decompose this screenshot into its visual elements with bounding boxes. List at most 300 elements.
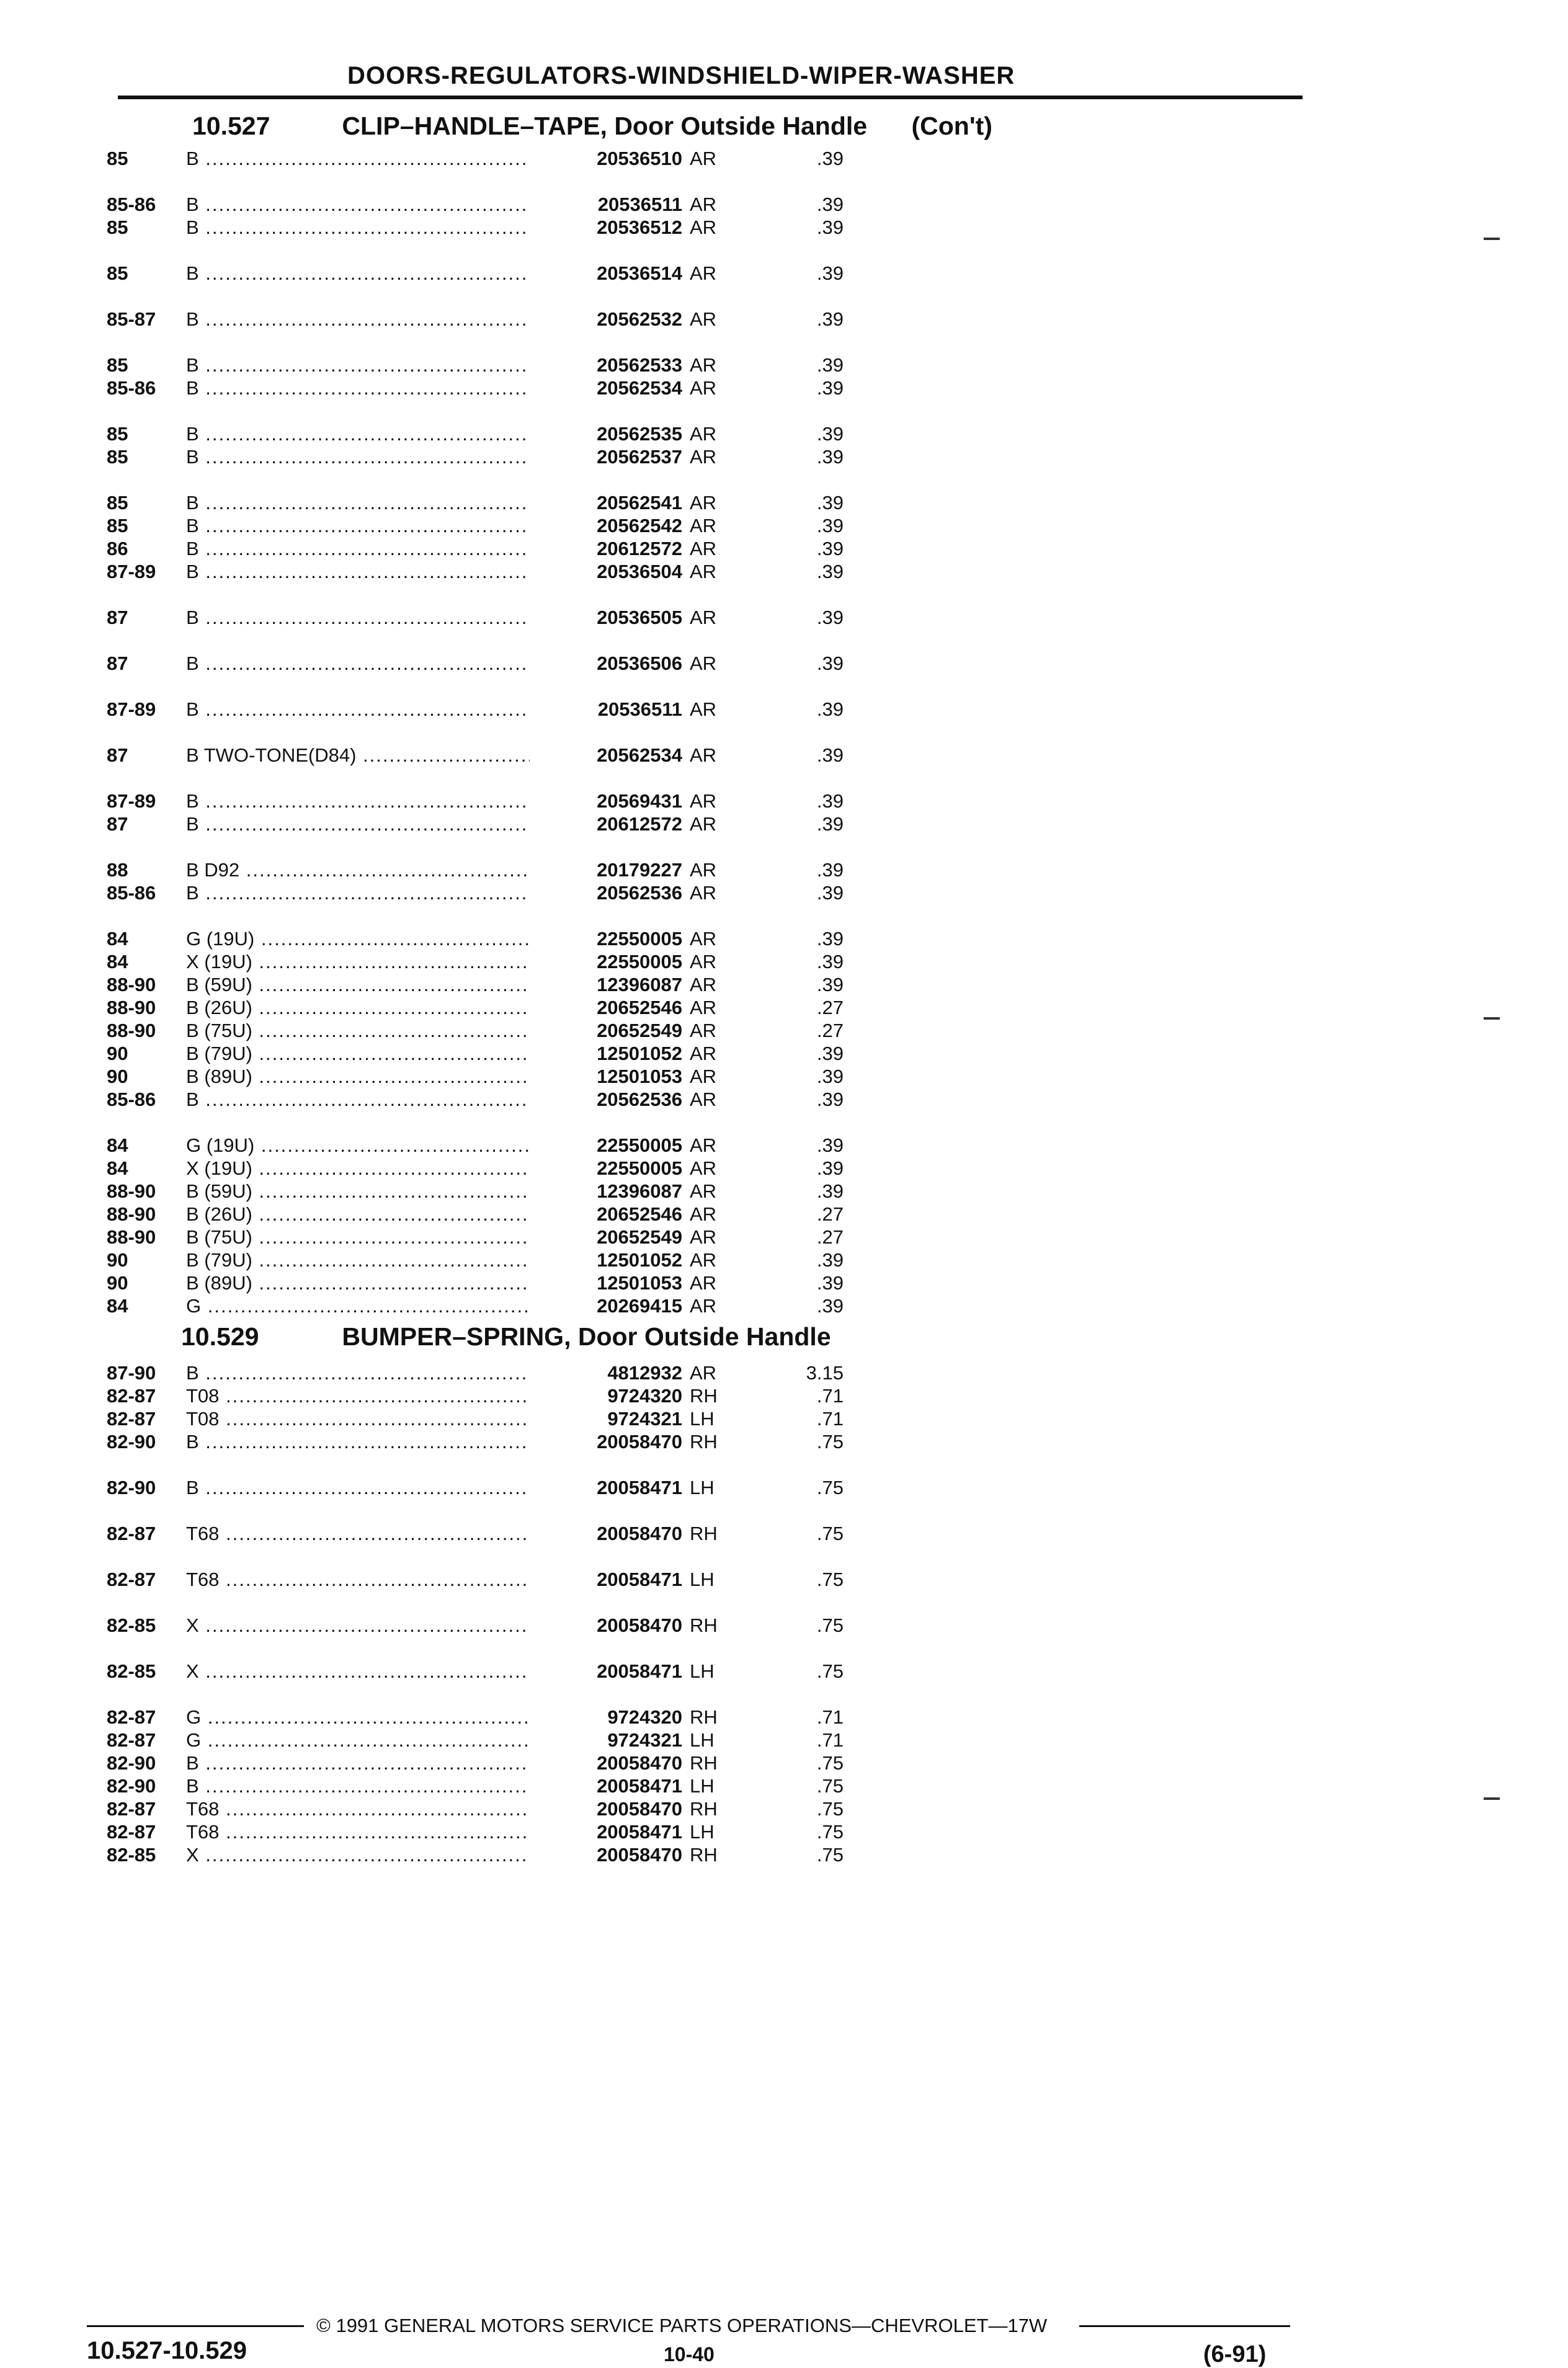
price: .39 — [816, 446, 844, 468]
model-years: 84 — [107, 928, 128, 950]
model-years: 87-89 — [107, 561, 156, 582]
model-years: 82-90 — [107, 1775, 156, 1797]
model-code-text: B — [186, 698, 199, 720]
model-code-text: T68 — [186, 1798, 220, 1820]
model-years: 87-90 — [107, 1362, 156, 1384]
table-row — [107, 928, 1298, 951]
part-number: 12396087 — [530, 974, 682, 996]
model-code-text: G — [186, 1706, 202, 1728]
quantity: LH — [690, 1408, 715, 1430]
price: .75 — [816, 1614, 844, 1636]
price: .39 — [816, 423, 844, 445]
table-row — [107, 1821, 1298, 1844]
table-row — [107, 1272, 1298, 1295]
quantity: AR — [690, 813, 717, 835]
model-years: 85 — [107, 148, 128, 169]
quantity: AR — [690, 928, 717, 950]
copyright: © 1991 GENERAL MOTORS SERVICE PARTS OPERATIONS—CHEVROLET—17W — [316, 2315, 1048, 2336]
price: .71 — [816, 1706, 844, 1728]
quantity: RH — [690, 1385, 718, 1407]
part-number: 20652546 — [530, 1203, 682, 1226]
part-number: 12501053 — [530, 1066, 682, 1088]
model-years: 87 — [107, 813, 128, 835]
quantity: AR — [690, 1043, 717, 1064]
model-years: 90 — [107, 1043, 128, 1064]
model-code-text: B (89U) — [186, 1272, 252, 1294]
page-header — [118, 62, 1303, 105]
quantity: AR — [690, 1272, 717, 1294]
price: .39 — [816, 1043, 844, 1064]
table-row — [107, 1408, 1298, 1431]
model-code-text: X — [186, 1844, 199, 1866]
model-code-text: B — [186, 148, 199, 169]
model-code-text: B — [186, 308, 199, 330]
price: .39 — [816, 308, 844, 330]
table-row — [107, 813, 1298, 859]
model-years: 90 — [107, 1066, 128, 1087]
model-code-text: B — [186, 1752, 199, 1774]
quantity: AR — [690, 492, 717, 514]
part-number: 20058471 — [530, 1660, 682, 1683]
quantity: AR — [690, 538, 717, 559]
model-years: 88-90 — [107, 1203, 156, 1225]
part-number: 20058471 — [530, 1775, 682, 1797]
model-years: 85 — [107, 262, 128, 284]
quantity: AR — [690, 423, 717, 445]
table-row — [107, 561, 1298, 607]
price: .39 — [816, 652, 844, 674]
quantity: AR — [690, 859, 717, 881]
section-heading — [181, 1322, 831, 1351]
part-number: 20562532 — [530, 308, 682, 331]
model-code-text: B (26U) — [186, 997, 252, 1018]
price: .27 — [816, 1226, 844, 1248]
price: 3.15 — [806, 1362, 844, 1384]
quantity: RH — [690, 1844, 718, 1866]
table-row — [107, 1295, 1298, 1318]
table-row — [107, 1088, 1298, 1134]
quantity: AR — [690, 698, 717, 720]
part-number: 20536504 — [530, 561, 682, 583]
part-number: 20562536 — [530, 882, 682, 904]
table-row — [107, 446, 1298, 492]
table-row — [107, 652, 1298, 698]
part-number: 22550005 — [530, 1157, 682, 1180]
part-number: 20058470 — [530, 1798, 682, 1820]
quantity: LH — [690, 1477, 715, 1498]
part-number: 20562542 — [530, 515, 682, 537]
part-number: 12501053 — [530, 1272, 682, 1294]
model-code-text: B — [186, 561, 199, 582]
part-number: 20536514 — [530, 262, 682, 285]
table-row — [107, 377, 1298, 423]
part-number: 20652549 — [530, 1226, 682, 1249]
part-number: 20536511 — [530, 698, 682, 721]
quantity: AR — [690, 1020, 717, 1041]
quantity: LH — [690, 1729, 715, 1751]
model-years: 82-87 — [107, 1729, 156, 1751]
price: .71 — [816, 1408, 844, 1430]
model-code-text: B — [186, 1775, 199, 1797]
quantity: AR — [690, 262, 717, 284]
model-years: 88-90 — [107, 974, 156, 995]
quantity: AR — [690, 744, 717, 766]
model-years: 85 — [107, 492, 128, 514]
table-row — [107, 1066, 1298, 1088]
quantity: AR — [690, 882, 717, 904]
table-row — [107, 974, 1298, 997]
quantity: AR — [690, 1180, 717, 1202]
part-number: 12396087 — [530, 1180, 682, 1203]
model-years: 85-86 — [107, 1088, 156, 1110]
part-number: 20562534 — [530, 377, 682, 399]
margin-mark — [1484, 1017, 1500, 1020]
model-code-text: G (19U) — [186, 1134, 255, 1156]
price: .39 — [816, 1157, 844, 1179]
model-code-text: G (19U) — [186, 928, 255, 950]
model-years: 88-90 — [107, 1020, 156, 1041]
model-code-text: B (79U) — [186, 1249, 252, 1271]
model-code-text: B — [186, 790, 199, 812]
price: .39 — [816, 744, 844, 766]
page-title: DOORS-REGULATORS-WINDSHIELD-WIPER-WASHER — [347, 62, 1015, 89]
model-years: 84 — [107, 1157, 128, 1179]
part-number: 20058471 — [530, 1477, 682, 1499]
quantity: RH — [690, 1614, 718, 1636]
model-code-text: B — [186, 882, 199, 904]
model-years: 87 — [107, 744, 128, 766]
price: .39 — [816, 813, 844, 835]
quantity: AR — [690, 1066, 717, 1087]
part-number: 20536505 — [530, 607, 682, 629]
model-code-text: B — [186, 1431, 199, 1453]
price: .75 — [816, 1523, 844, 1544]
header-rule — [118, 96, 1303, 99]
table-row — [107, 744, 1298, 790]
quantity: AR — [690, 997, 717, 1018]
model-code-text: B (75U) — [186, 1226, 252, 1248]
price: .39 — [816, 951, 844, 973]
margin-mark — [1484, 1797, 1500, 1800]
quantity: AR — [690, 1088, 717, 1110]
model-years: 82-87 — [107, 1523, 156, 1544]
table-row — [107, 1706, 1298, 1729]
model-years: 82-87 — [107, 1569, 156, 1590]
revision-date: (6-91) — [1203, 2341, 1267, 2367]
model-code-text: B (59U) — [186, 974, 252, 995]
part-number: 20562534 — [530, 744, 682, 767]
price: .75 — [816, 1752, 844, 1774]
part-number: 20562535 — [530, 423, 682, 445]
table-row — [107, 997, 1298, 1020]
model-code-text: B — [186, 262, 199, 284]
model-code-text: T08 — [186, 1408, 220, 1430]
table-row — [107, 1157, 1298, 1180]
price: .39 — [816, 538, 844, 559]
table-row — [107, 1180, 1298, 1203]
model-code-text: T68 — [186, 1821, 220, 1843]
model-years: 82-87 — [107, 1706, 156, 1728]
section-number: 10.529 — [181, 1322, 259, 1351]
table-row — [107, 515, 1298, 538]
price: .39 — [816, 607, 844, 628]
model-code-text: T08 — [186, 1385, 220, 1407]
table-row — [107, 607, 1298, 652]
model-years: 85 — [107, 423, 128, 445]
part-number: 12501052 — [530, 1043, 682, 1065]
section-range: 10.527-10.529 — [87, 2337, 247, 2364]
model-years: 85-86 — [107, 882, 156, 904]
table-row — [107, 1660, 1298, 1706]
price: .39 — [816, 1088, 844, 1110]
part-number: 4812932 — [530, 1362, 682, 1384]
quantity: AR — [690, 790, 717, 812]
price: .39 — [816, 790, 844, 812]
price: .75 — [816, 1569, 844, 1590]
price: .71 — [816, 1729, 844, 1751]
price: .75 — [816, 1477, 844, 1498]
quantity: AR — [690, 951, 717, 973]
price: .39 — [816, 1272, 844, 1294]
price: .39 — [816, 262, 844, 284]
quantity: AR — [690, 1362, 717, 1384]
section-title: BUMPER–SPRING, Door Outside Handle — [342, 1322, 831, 1351]
model-code-text: B — [186, 515, 199, 536]
table-row — [107, 1431, 1298, 1477]
model-code-text: B — [186, 354, 199, 376]
model-code-text: B — [186, 216, 199, 238]
footer-rule-left — [87, 2325, 304, 2327]
part-number: 22550005 — [530, 928, 682, 950]
part-number: 20058470 — [530, 1844, 682, 1866]
model-code-text: B TWO-TONE(D84) — [186, 744, 357, 766]
quantity: AR — [690, 1249, 717, 1271]
price: .39 — [816, 882, 844, 904]
part-number: 20536506 — [530, 652, 682, 675]
quantity: AR — [690, 1203, 717, 1225]
model-code-text: B (79U) — [186, 1043, 252, 1064]
model-years: 82-85 — [107, 1844, 156, 1866]
quantity: LH — [690, 1660, 715, 1682]
model-code-text: T68 — [186, 1569, 220, 1590]
table-row — [107, 262, 1298, 308]
model-years: 82-87 — [107, 1408, 156, 1430]
model-years: 85-86 — [107, 194, 156, 215]
table-row — [107, 951, 1298, 974]
quantity: AR — [690, 1295, 717, 1317]
price: .39 — [816, 1180, 844, 1202]
quantity: AR — [690, 377, 717, 399]
table-row — [107, 1362, 1298, 1385]
model-code-text: T68 — [186, 1523, 220, 1544]
price: .75 — [816, 1660, 844, 1682]
price: .39 — [816, 698, 844, 720]
section-continued: (Con't) — [911, 112, 992, 140]
table-row — [107, 1775, 1298, 1798]
part-number: 20536511 — [530, 194, 682, 216]
model-years: 85-87 — [107, 308, 156, 330]
model-years: 87 — [107, 652, 128, 674]
table-row — [107, 1020, 1298, 1043]
model-code-text: B D92 — [186, 859, 240, 881]
quantity: LH — [690, 1821, 715, 1843]
quantity: AR — [690, 607, 717, 628]
model-years: 90 — [107, 1272, 128, 1294]
model-code-text: B (59U) — [186, 1180, 252, 1202]
table-row — [107, 1203, 1298, 1226]
table-row — [107, 882, 1298, 928]
price: .39 — [816, 1295, 844, 1317]
part-number: 9724321 — [530, 1729, 682, 1752]
price: .39 — [816, 928, 844, 950]
model-code-text: B — [186, 538, 199, 559]
quantity: RH — [690, 1706, 718, 1728]
part-number: 22550005 — [530, 951, 682, 973]
price: .27 — [816, 1020, 844, 1041]
quantity: AR — [690, 1134, 717, 1156]
table-row — [107, 1043, 1298, 1066]
price: .39 — [816, 194, 844, 215]
price: .71 — [816, 1385, 844, 1407]
model-code-text: G — [186, 1295, 202, 1317]
part-number: 20058470 — [530, 1614, 682, 1637]
model-years: 87-89 — [107, 698, 156, 720]
model-code-text: X (19U) — [186, 951, 252, 973]
table-row — [107, 1385, 1298, 1408]
model-code-text: G — [186, 1729, 202, 1751]
quantity: AR — [690, 148, 717, 169]
model-years: 88 — [107, 859, 128, 881]
price: .39 — [816, 148, 844, 169]
model-years: 85 — [107, 515, 128, 536]
table-row — [107, 1134, 1298, 1157]
table-row — [107, 423, 1298, 446]
table-row — [107, 1569, 1298, 1614]
model-code-text: B — [186, 492, 199, 514]
model-years: 88-90 — [107, 1226, 156, 1248]
table-row — [107, 1249, 1298, 1272]
table-row — [107, 698, 1298, 744]
quantity: AR — [690, 308, 717, 330]
price: .75 — [816, 1775, 844, 1797]
model-code-text: X (19U) — [186, 1157, 252, 1179]
part-number: 20058471 — [530, 1821, 682, 1843]
price: .39 — [816, 354, 844, 376]
price: .39 — [816, 1249, 844, 1271]
model-years: 82-87 — [107, 1821, 156, 1843]
table-row — [107, 538, 1298, 561]
part-number: 20562537 — [530, 446, 682, 468]
quantity: AR — [690, 974, 717, 995]
model-years: 88-90 — [107, 997, 156, 1018]
price: .39 — [816, 515, 844, 536]
model-code-text: B — [186, 652, 199, 674]
table-row — [107, 1844, 1298, 1867]
model-code-text: B — [186, 607, 199, 628]
table-row — [107, 492, 1298, 515]
table-row — [107, 216, 1298, 262]
table-row — [107, 354, 1298, 377]
model-years: 85 — [107, 446, 128, 468]
part-number: 20058471 — [530, 1569, 682, 1591]
part-number: 22550005 — [530, 1134, 682, 1157]
table-row — [107, 308, 1298, 354]
price: .39 — [816, 1134, 844, 1156]
table-row — [107, 194, 1298, 216]
part-number: 20612572 — [530, 813, 682, 835]
price: .75 — [816, 1431, 844, 1453]
model-years: 88-90 — [107, 1180, 156, 1202]
model-code-text: B — [186, 446, 199, 468]
price: .27 — [816, 1203, 844, 1225]
quantity: AR — [690, 354, 717, 376]
section-number: 10.527 — [192, 112, 270, 140]
part-number: 20652549 — [530, 1020, 682, 1042]
table-row — [107, 790, 1298, 813]
quantity: AR — [690, 216, 717, 238]
part-number: 20179227 — [530, 859, 682, 881]
part-number: 9724320 — [530, 1385, 682, 1407]
model-years: 85 — [107, 354, 128, 376]
model-code-text: B — [186, 1477, 199, 1498]
table-row — [107, 1477, 1298, 1523]
part-number: 20562533 — [530, 354, 682, 376]
margin-mark — [1484, 238, 1500, 240]
quantity: RH — [690, 1523, 718, 1544]
part-number: 20058470 — [530, 1752, 682, 1774]
quantity: LH — [690, 1775, 715, 1797]
model-code-text: X — [186, 1614, 199, 1636]
table-row — [107, 1226, 1298, 1249]
part-number: 20612572 — [530, 538, 682, 560]
model-code-text: B — [186, 377, 199, 399]
part-number: 20058470 — [530, 1431, 682, 1453]
table-row — [107, 1752, 1298, 1775]
model-years: 82-85 — [107, 1614, 156, 1636]
part-number: 20652546 — [530, 997, 682, 1019]
model-code-text: X — [186, 1660, 199, 1682]
model-years: 84 — [107, 1134, 128, 1156]
price: .39 — [816, 216, 844, 238]
quantity: RH — [690, 1798, 718, 1820]
table-row — [107, 1614, 1298, 1660]
part-number: 20058470 — [530, 1523, 682, 1545]
model-code-text: B (89U) — [186, 1066, 252, 1087]
part-number: 9724320 — [530, 1706, 682, 1729]
model-years: 82-87 — [107, 1798, 156, 1820]
model-years: 82-90 — [107, 1752, 156, 1774]
price: .39 — [816, 561, 844, 582]
part-number: 20569431 — [530, 790, 682, 812]
section-heading — [192, 112, 992, 141]
quantity: AR — [690, 652, 717, 674]
model-years: 87-89 — [107, 790, 156, 812]
price: .75 — [816, 1844, 844, 1866]
quantity: AR — [690, 446, 717, 468]
part-number: 20562541 — [530, 492, 682, 514]
table-row — [107, 1798, 1298, 1821]
model-years: 86 — [107, 538, 128, 559]
part-number: 20269415 — [530, 1295, 682, 1317]
model-code-text: B (75U) — [186, 1020, 252, 1041]
model-years: 82-87 — [107, 1385, 156, 1407]
table-row — [107, 859, 1298, 882]
model-years: 82-85 — [107, 1660, 156, 1682]
model-code-text: B — [186, 1362, 199, 1384]
price: .39 — [816, 492, 844, 514]
price: .75 — [816, 1798, 844, 1820]
model-code-text: B — [186, 194, 199, 215]
